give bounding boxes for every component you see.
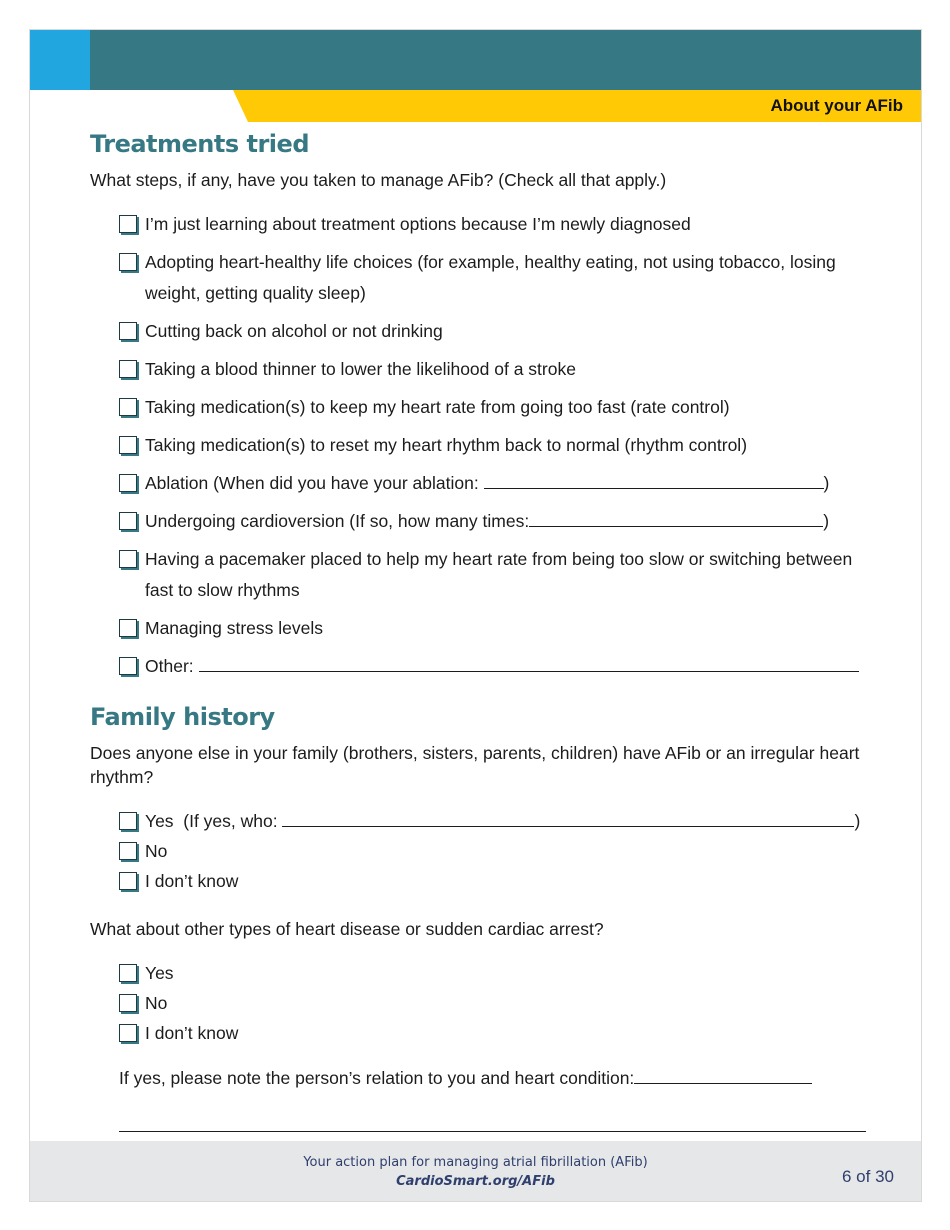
treatments-question: What steps, if any, have you taken to manage AFib? (Check all that apply.) — [90, 170, 667, 190]
checkbox[interactable] — [119, 253, 137, 271]
footer — [30, 1141, 921, 1201]
option-rate-control[interactable]: Taking medication(s) to keep my heart rate from going too fast (rate control) — [119, 392, 865, 423]
option-alcohol[interactable]: Cutting back on alcohol or not drinking — [119, 316, 865, 347]
checkbox[interactable] — [119, 842, 137, 860]
checkbox[interactable] — [119, 619, 137, 637]
family-question-afib: Does anyone else in your family (brothers, sisters, parents, children) have AFib or an irregular heart rhythm? — [90, 743, 860, 787]
checkbox[interactable] — [119, 398, 137, 416]
footer-title: Your action plan for managing atrial fibrillation (AFib) — [303, 1155, 648, 1170]
checkbox[interactable] — [119, 550, 137, 568]
option-heart-disease-dont-know[interactable]: I don’t know — [119, 1018, 865, 1049]
option-family-yes[interactable]: Yes (If yes, who: ) — [119, 806, 865, 837]
header-accent-block — [30, 30, 90, 90]
page — [29, 29, 922, 1202]
option-other[interactable]: Other: — [119, 651, 865, 682]
option-heart-healthy-choices[interactable]: Adopting heart-healthy life choices (for example, healthy eating, not using tobacco, losing weight, getting quality sleep) — [119, 247, 865, 309]
checkbox[interactable] — [119, 657, 137, 675]
checkbox[interactable] — [119, 872, 137, 890]
checkbox[interactable] — [119, 1024, 137, 1042]
option-family-no[interactable]: No — [119, 836, 865, 867]
option-blood-thinner[interactable]: Taking a blood thinner to lower the likelihood of a stroke — [119, 354, 865, 385]
page-number: 6 of 30 — [842, 1167, 894, 1186]
option-rhythm-control[interactable]: Taking medication(s) to reset my heart rhythm back to normal (rhythm control) — [119, 430, 865, 461]
checkbox[interactable] — [119, 512, 137, 530]
checkbox[interactable] — [119, 994, 137, 1012]
checkbox[interactable] — [119, 436, 137, 454]
checkbox[interactable] — [119, 812, 137, 830]
option-ablation[interactable]: Ablation (When did you have your ablation: ) — [119, 468, 865, 499]
option-heart-disease-no[interactable]: No — [119, 988, 865, 1019]
family-who-field[interactable] — [282, 806, 854, 827]
family-heading: Family history — [90, 703, 275, 731]
section-label: About your AFib — [770, 96, 903, 115]
relation-note: If yes, please note the person’s relation to you and heart condition: — [119, 1063, 812, 1094]
ablation-date-field[interactable] — [484, 468, 824, 489]
other-field[interactable] — [199, 651, 859, 672]
family-question-heart-disease: What about other types of heart disease or sudden cardiac arrest? — [90, 919, 604, 939]
checkbox[interactable] — [119, 215, 137, 233]
footer-url[interactable]: CardioSmart.org/AFib — [396, 1174, 555, 1189]
checkbox[interactable] — [119, 474, 137, 492]
relation-field-line-2[interactable] — [119, 1131, 866, 1132]
header-band — [30, 30, 921, 90]
option-cardioversion[interactable]: Undergoing cardioversion (If so, how many times: ) — [119, 506, 865, 537]
option-pacemaker[interactable]: Having a pacemaker placed to help my heart rate from being too slow or switching between fast to slow rhythms — [119, 544, 865, 606]
checkbox[interactable] — [119, 322, 137, 340]
option-heart-disease-yes[interactable]: Yes — [119, 958, 865, 989]
relation-field[interactable] — [634, 1063, 812, 1084]
checkbox[interactable] — [119, 964, 137, 982]
checkbox[interactable] — [119, 360, 137, 378]
treatments-heading: Treatments tried — [90, 130, 309, 158]
option-family-dont-know[interactable]: I don’t know — [119, 866, 865, 897]
cardioversion-count-field[interactable] — [529, 506, 823, 527]
option-stress[interactable]: Managing stress levels — [119, 613, 865, 644]
option-newly-diagnosed[interactable]: I’m just learning about treatment options because I’m newly diagnosed — [119, 209, 865, 240]
